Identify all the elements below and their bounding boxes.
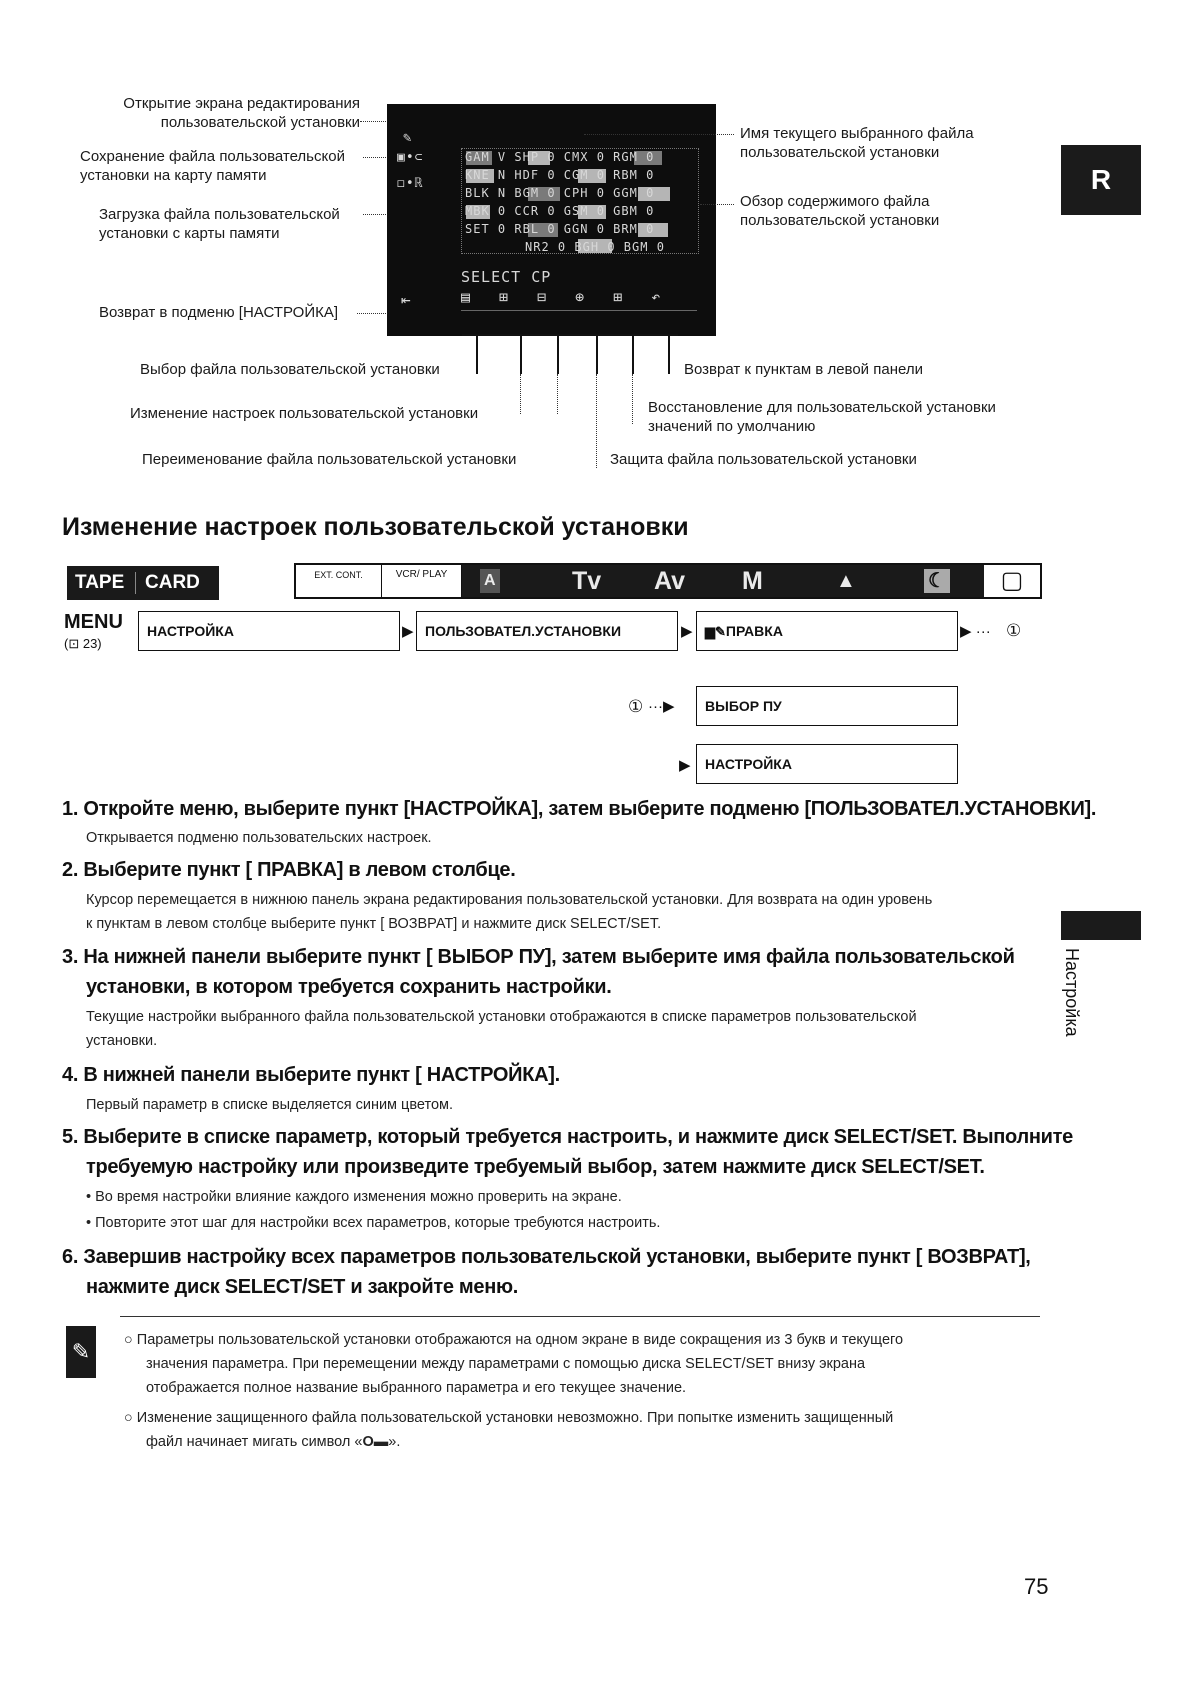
step-3-text-1: Текущие настройки выбранного файла пользовательской установки отображаются в списке параметров пользовательской [86,1009,917,1025]
vcr-play: VCR/ PLAY [382,565,462,597]
leader-down-4 [596,374,597,468]
label-return-submenu: Возврат в подменю [НАСТРОЙКА] [99,304,339,321]
save-card-icon: ▣•⊂ [397,150,424,165]
step-6-title-2: нажмите диск SELECT/SET и закройте меню. [86,1276,519,1298]
leader-overview [700,204,734,205]
circle-bullet-icon: ○ [124,1410,137,1426]
menu-sub-select: ВЫБОР ПУ [696,686,958,726]
mode-scene-icon: ▢ [1000,567,1024,594]
marker-1-repeat: ① [628,697,644,716]
step-5-bullet-1: • Во время настройки влияние каждого изменения можно проверить на экране. [86,1189,622,1205]
note-pencil-icon: ✎ [66,1326,96,1378]
mode-bar [294,563,1042,599]
arrow-icon: ▶ ··· [960,623,991,640]
step-6-title-1: 6. Завершив настройку всех параметров пользовательской установки, выберите пункт [ ВОЗВРАТ], [62,1246,1031,1268]
label-file-overview: Обзор содержимого файла пользовательской установки [740,193,940,229]
leader-down-2 [520,374,521,414]
shooting-modes [462,565,984,597]
lcd-return-icon: ⇤ [401,290,412,309]
connector-bar [462,334,678,336]
lcd-row-1: GAM V SHP 0 CMX 0 RGM 0 [465,150,655,164]
section-tab-r: R [1061,145,1141,215]
step-3-title-2: установки, в котором требуется сохранить настройки. [86,976,612,998]
menu-item-edit: ▆✎ПРАВКА [696,611,958,651]
key-icon: O▬ [362,1434,389,1450]
edit-icon: ✎ [403,130,413,146]
leader-down-3 [557,374,558,414]
connector-1 [476,334,478,374]
step-3-title-1: 3. На нижней панели выберите пункт [ ВЫБОР ПУ], затем выберите имя файла пользовательской [62,946,1015,968]
arrow-icon: ▶ [681,623,693,640]
leader-load [363,214,390,215]
menu-sub-setup: НАСТРОЙКА [696,744,958,784]
ext-cont: EXT. CONT. [296,565,382,597]
step-5-bullet-2: • Повторите этот шаг для настройки всех параметров, которые требуются настроить. [86,1215,661,1231]
connector-4 [596,334,598,374]
side-section-bar [1061,911,1141,940]
note-2: ○ Изменение защищенного файла пользовательской установки невозможно. При попытке изменить защищенный файл начинает мигать символ «O▬». [124,1410,894,1450]
label-open-edit: Открытие экрана редактирования пользовательской установки [123,95,360,131]
lcd-row-3: BLK N BGM 0 CPH 0 GGM 0 [465,186,655,200]
arrow-icon: ▶ [679,757,691,774]
leader-current-file [584,134,734,135]
label-rename-file: Переименование файла пользовательской установки [142,451,517,468]
marker-1: ① [1006,621,1022,640]
lcd-screen [387,104,716,336]
lcd-row-2: KNE N HDF 0 CGM 0 RBM 0 [465,168,655,182]
arrow-icon: ···▶ [648,698,675,715]
leader-down-5 [632,374,633,424]
divider [135,572,136,594]
mode-tv: Tv [572,567,602,595]
menu-label: MENU [64,611,123,633]
leader-save [363,157,390,158]
tape-label: TAPE [75,572,125,593]
step-4-text: Первый параметр в списке выделяется синим цветом. [86,1097,454,1113]
label-back-left-panel: Возврат к пунктам в левой панели [684,361,923,378]
label-load-file: Загрузка файла пользовательской установки с карты памяти [99,206,340,242]
step-2-title: 2. Выберите пункт [ ПРАВКА] в левом столбце. [62,859,516,881]
mode-m: M [742,567,763,595]
side-section-name: Настройка [1062,948,1082,1037]
connector-6 [668,334,670,374]
tape-card-indicator [67,566,219,600]
label-select-file: Выбор файла пользовательской установки [140,361,440,378]
menu-item-setup: НАСТРОЙКА [138,611,400,651]
label-restore-defaults: Восстановление для пользовательской установки значений по умолчанию [648,399,996,435]
mode-night-icon: ☾ [924,569,950,593]
label-protect-file: Защита файла пользовательской установки [610,451,917,468]
step-5-title-2: требуемую настройку или произведите требуемый выбор, затем нажмите диск SELECT/SET. [86,1156,985,1178]
lcd-row-5: SET 0 RBL 0 GGN 0 BRM 0 [465,222,655,236]
mode-auto: A [480,569,500,593]
step-4-title: 4. В нижней панели выберите пункт [ НАСТРОЙКА]. [62,1064,560,1086]
menu-page-ref: (⊡ 23) [64,636,102,651]
card-label: CARD [145,572,200,593]
step-2-text-2: к пунктам в левом столбце выберите пункт [ ВОЗВРАТ] и нажмите диск SELECT/SET. [86,916,662,932]
section-title: Изменение настроек пользовательской установки [62,513,689,541]
load-card-icon: ◻•ℝ [397,176,424,191]
step-1-title: 1. Откройте меню, выберите пункт [НАСТРОЙКА], затем выберите подменю [ПОЛЬЗОВАТЕЛ.УСТАНОВКИ]. [62,798,1097,820]
lcd-select-label: SELECT CP [461,268,552,286]
step-2-text-1: Курсор перемещается в нижнюю панель экрана редактирования пользовательской установки. Для возврата на один уровень [86,892,933,908]
step-5-title-1: 5. Выберите в списке параметр, который требуется настроить, и нажмите диск SELECT/SET. Выполните [62,1126,1073,1148]
mode-spotlight-icon: ▲ [836,570,856,592]
menu-item-custom: ПОЛЬЗОВАТЕЛ.УСТАНОВКИ [416,611,678,651]
label-change-settings: Изменение настроек пользовательской установки [130,405,479,422]
leader-return [357,313,390,314]
lcd-row-4: MBK 0 CCR 0 GSM 0 GBM 0 [465,204,655,218]
page-number: 75 [1024,1574,1049,1599]
arrow-icon: ▶ [402,623,414,640]
label-current-file: Имя текущего выбранного файла пользовательской установки [740,125,974,161]
lcd-bottom-icons: ▤ ⊞ ⊟ ⊕ ⊞ ↶ [461,288,671,306]
label-save-file: Сохранение файла пользовательской установки на карту памяти [80,148,345,184]
notes-divider [120,1316,1040,1317]
note-1: ○ Параметры пользовательской установки отображаются на одном экране в виде сокращения из 3 букв и текущего значения параметра. При перемещении между параметрами с помощью диска SELECT/SET внизу экрана отображается полное название выбранного параметра и его текущее значение. [124,1332,904,1396]
circle-bullet-icon: ○ [124,1332,137,1348]
step-1-text: Открывается подменю пользовательских настроек. [86,830,432,846]
connector-2 [520,334,522,374]
step-3-text-2: установки. [86,1033,158,1049]
mode-av: Av [654,567,686,595]
connector-3 [557,334,559,374]
edit-icon: ▆✎ [705,624,726,639]
lcd-row-6: NR2 0 BGH 0 BGM 0 [525,240,665,254]
connector-5 [632,334,634,374]
leader-open-edit [360,121,390,122]
